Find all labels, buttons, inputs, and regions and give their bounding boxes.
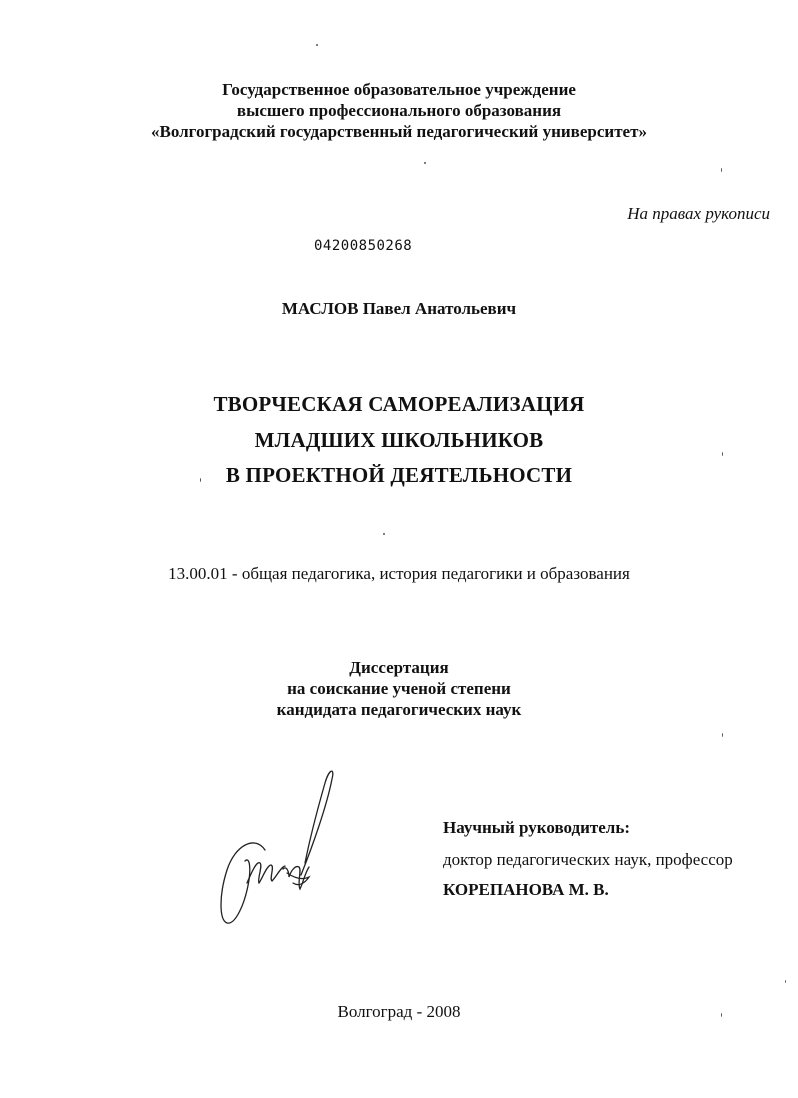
supervisor-name: КОРЕПАНОВА М. В.	[443, 880, 609, 899]
city-year: Волгоград - 2008	[337, 1002, 461, 1021]
scan-speck	[721, 1013, 722, 1017]
scan-speck	[785, 980, 786, 983]
supervisor-credentials: доктор педагогических наук, профессор	[443, 850, 733, 869]
institution-line-1: Государственное образовательное учреждение	[222, 80, 576, 99]
author-name: МАСЛОВ Павел Анатольевич	[281, 299, 517, 318]
scan-speck	[316, 44, 318, 46]
degree-line-2: на соискание ученой степени	[287, 679, 511, 698]
title-line-3: В ПРОЕКТНОЙ ДЕЯТЕЛЬНОСТИ	[225, 463, 573, 487]
scan-speck	[424, 162, 426, 164]
title-line-1: ТВОРЧЕСКАЯ САМОРЕАЛИЗАЦИЯ	[213, 392, 585, 416]
scan-speck	[200, 478, 201, 482]
specialty-code: 13.00.01 - общая педагогика, история педагогики и образования	[168, 564, 630, 583]
catalog-code: 04200850268	[314, 238, 413, 254]
title-line-2: МЛАДШИХ ШКОЛЬНИКОВ	[254, 428, 544, 452]
handwritten-signature	[205, 765, 355, 935]
scan-speck	[383, 533, 385, 535]
scan-speck	[722, 733, 723, 737]
scan-speck	[722, 452, 723, 456]
institution-line-3: «Волгоградский государственный педагогический университет»	[151, 122, 647, 141]
scan-speck	[721, 168, 722, 172]
institution-line-2: высшего профессионального образования	[236, 101, 562, 120]
degree-line-3: кандидата педагогических наук	[276, 700, 522, 719]
manuscript-note: На правах рукописи	[627, 204, 770, 223]
degree-line-1: Диссертация	[349, 658, 449, 677]
supervisor-label: Научный руководитель:	[443, 818, 630, 837]
